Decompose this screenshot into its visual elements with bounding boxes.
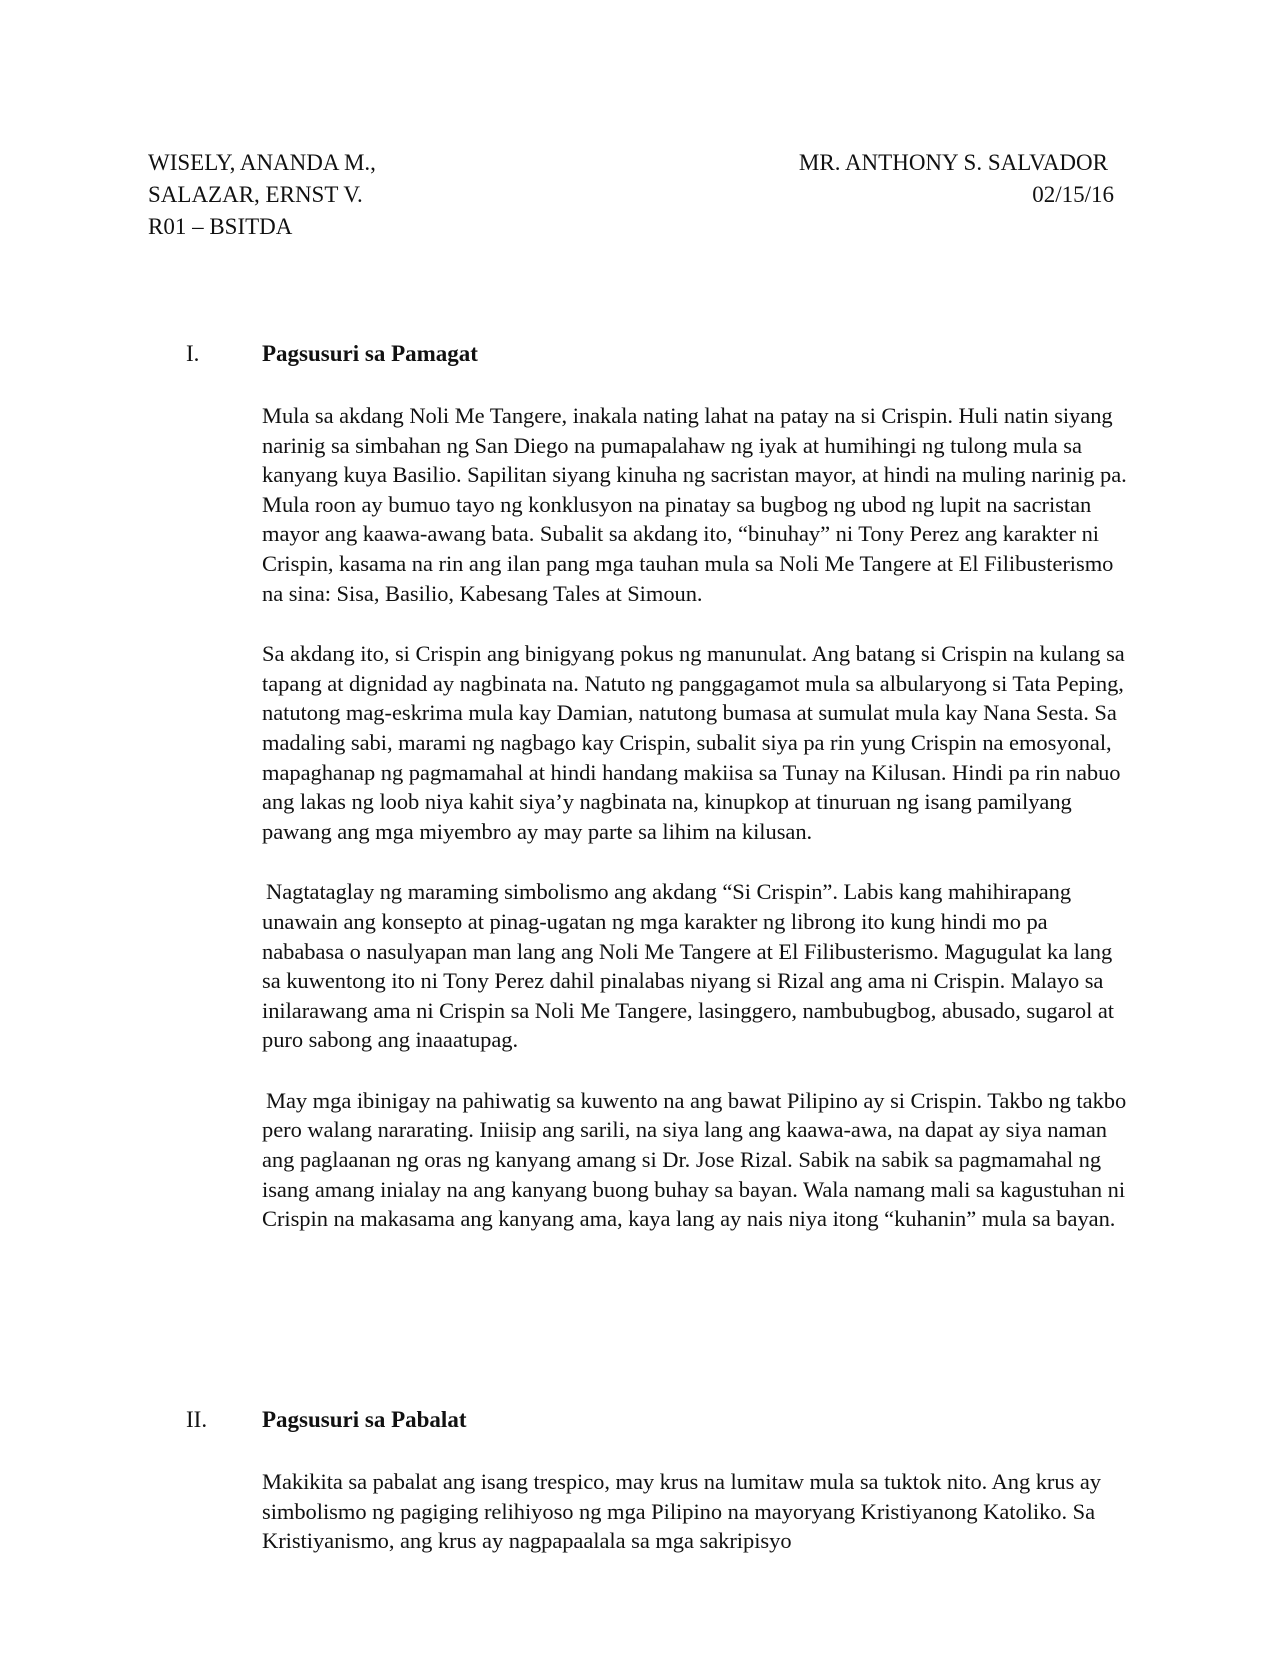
instructor-info-block — [799, 147, 1114, 211]
paragraph: Sa akdang ito, si Crispin ang binigyang pokus ng manunulat. Ang batang si Crispin na kulang sa tapang at dignidad ay nagbinata na. Natuto ng panggagamot mula sa albularyong si Tata Peping, natutong mag-eskrima mula kay Damian, natutong bumasa at sumulat mula kay Nana Sesta. Sa madaling sabi, marami ng nagbago kay Crispin, subalit siya pa rin yung Crispin na emosyonal, mapaghanap ng pagmamahal at hindi handang makiisa sa Tunay na Kilusan. Hindi pa rin nabuo ang lakas ng loob niya kahit siya’y nagbinata na, kinupkop at tinuruan ng isang pamilyang pawang ang mga miyembro ay may parte sa lihim na kilusan. — [262, 641, 1125, 844]
paragraph: Mula sa akdang Noli Me Tangere, inakala nating lahat na patay na si Crispin. Huli natin siyang narinig sa simbahan ng San Diego na pumapalahaw ng iyak at humihingi ng tulong mula sa kanyang kuya Basilio. Sapilitan siyang kinuha ng sacristan mayor, at hindi na muling narinig pa. Mula roon ay bumuo tayo ng konklusyon na pinatay sa bugbog ng ubod ng lupit na sacristan mayor ang kaawa-awang bata. Subalit sa akdang ito, “binuhay” ni Tony Perez ang karakter ni Crispin, kasama na rin ang ilan pang mga tauhan mula sa Noli Me Tangere at El Filibusterismo na sina: Sisa, Basilio, Kabesang Tales at Simoun. — [262, 403, 1127, 606]
section-pagsusuri-sa-pamagat — [0, 338, 1280, 1265]
paragraph: Makikita sa pabalat ang isang trespico, may krus na lumitaw mula sa tuktok nito. Ang krus ay simbolismo ng pagiging relihiyoso ng mga Pilipino na mayoryang Kristiyanong Katoliko. Sa Kristiyanismo, ang krus ay nagpapaalala sa mga sakripisyo — [262, 1469, 1101, 1554]
section-title: Pagsusuri sa Pamagat — [262, 341, 478, 366]
student-name-2: SALAZAR, ERNST V. — [148, 182, 363, 207]
section-body — [262, 401, 1130, 1234]
paragraph: Nagtataglay ng maraming simbolismo ang akdang “Si Crispin”. Labis kang mahihirapang unawain ang konsepto at pinag-ugatan ng mga karakter ng librong ito kung hindi mo pa nababasa o nasulyapan man lang ang Noli Me Tangere at El Filibusterismo. Magugulat ka lang sa kuwentong ito ni Tony Perez dahil pinalabas niyang si Rizal ang ama ni Crispin. Malayo sa inilarawang ama ni Crispin sa Noli Me Tangere, lasinggero, nambubugbog, abusado, sugarol at puro sabong ang inaaatupag. — [262, 879, 1115, 1053]
instructor-name: MR. ANTHONY S. SALVADOR — [798, 150, 1108, 175]
section-numeral: I. — [186, 341, 200, 366]
section-pagsusuri-sa-pabalat — [0, 1404, 1280, 1587]
section-numeral: II. — [186, 1407, 208, 1432]
paragraph: May mga ibinigay na pahiwatig sa kuwento na ang bawat Pilipino ay si Crispin. Takbo ng takbo pero walang nararating. Iniisip ang sarili, na siya lang ang kaawa-awa, na dapat ay siya naman ang paglaanan ng oras ng kanyang amang si Dr. Jose Rizal. Sabik na sabik sa pagmamahal ng isang amang inialay na ang kanyang buong buhay sa bayan. Wala namang mali sa kagustuhan ni Crispin na makasama ang kanyang ama, kaya lang ay nais niya itong “kuhanin” mula sa bayan. — [262, 1087, 1127, 1232]
section-heading — [0, 1404, 1280, 1436]
submission-date: 02/15/16 — [1032, 182, 1114, 207]
section-title: Pagsusuri sa Pabalat — [262, 1407, 467, 1432]
section-body — [262, 1467, 1130, 1556]
student-info-block — [148, 147, 376, 243]
section-heading — [0, 338, 1280, 370]
student-name-1: WISELY, ANANDA M., — [148, 150, 376, 175]
section-code: R01 – BSITDA — [148, 214, 293, 239]
